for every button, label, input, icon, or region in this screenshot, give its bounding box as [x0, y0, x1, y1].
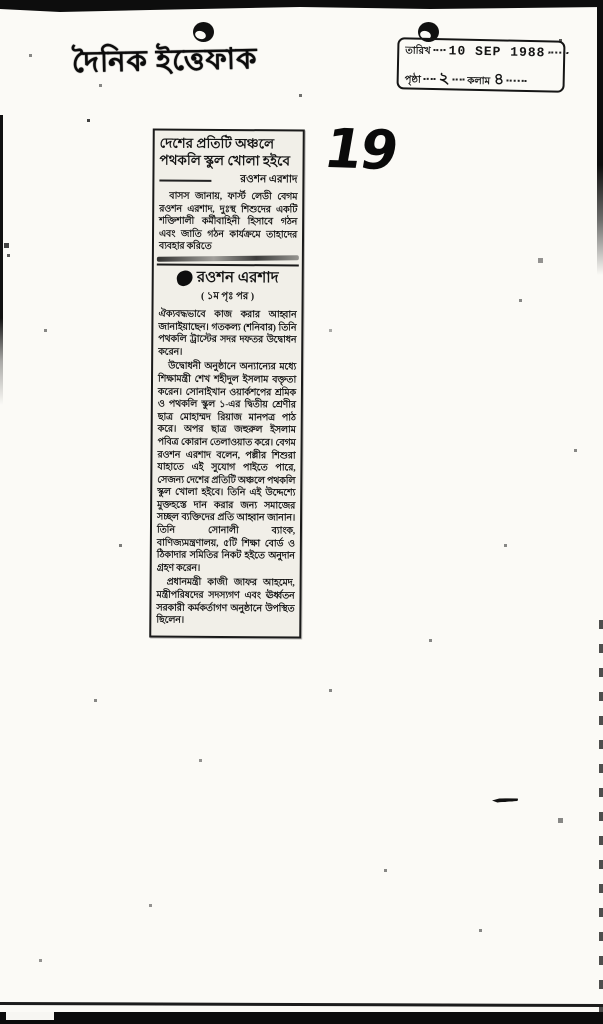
clipping-byline-row — [159, 172, 297, 190]
dotted-leader — [424, 78, 436, 80]
continuation-header — [157, 263, 299, 306]
clipping-headline: দেশের প্রতিটি অঞ্চলে পথকলি স্কুল খোলা হইবে — [159, 135, 291, 169]
ink-blob-mark — [176, 269, 195, 287]
scan-bottom-notch — [6, 1012, 54, 1020]
clipping-paragraph: ঐক্যবদ্ধভাবে কাজ করার আহ্বান জানাইয়াছেন। গতকল্য (শনিবার) তিনি পথকলি ট্রাস্টের সদর দফতর উদ্বোধন করেন। — [158, 309, 297, 358]
scan-right-edge-bottom — [599, 620, 603, 1015]
torn-edge-smear — [157, 255, 299, 261]
byline-rule — [159, 179, 211, 181]
dotted-leader — [548, 51, 568, 53]
stamp-date-row — [405, 42, 557, 67]
dotted-leader — [507, 80, 527, 82]
continued-from-note: ( ১ম পৃঃ পর ) — [201, 290, 255, 303]
scan-bottom-edge — [0, 1012, 603, 1024]
dotted-leader — [434, 49, 446, 51]
newspaper-masthead-title: দৈনিক ইত্তেফাক — [71, 43, 258, 79]
stamp-page-row — [405, 64, 557, 89]
clipping-paragraph: উদ্বোধনী অনুষ্ঠানে অন্যান্যের মধ্যে শিক্ষামন্ত্রী শেখ শহীদুল ইসলাম বক্তৃতা করেন। সোনাইখান ওয়ার্কশপের শ্রমিক ও পথকলি স্কুল ১-এর দ্বিতীয় শ্রেণীর ছাত্র মোহাম্মদ রিয়াজ মানপত্র পাঠ করে। অপর ছাত্র জহুরুল ইসলাম পবিত্র কোরান তেলাওয়াত করে। বেগম রওশন এরশাদ বলেন, পল্লীর শিশুরা যাহাতে এই সুযোগ পাইতে পারে, সেজন্য দেশের প্রতিটি অঞ্চলে পথকলি স্কুল খোলা হইবে। তিনি এই উদ্দেশ্যে মুক্তহস্তে দান করার জন্য সমাজের সচ্ছল ব্যক্তিদের প্রতি আহ্বান জানান। তিনি সোনালী ব্যাংক, বাণিজ্যমন্ত্রণালয়, ৫টি শিক্ষা বোর্ড ও ঠিকাদার সমিতির নিকট হইতে অনুদান গ্রহণ করেন। — [156, 361, 297, 574]
clipping-lead-paragraph: বাসস জানায়, ফার্স্ট লেডী বেগম রওশন এরশাদ, দুঃস্থ শিশুদের একটি শক্তিশালী কর্মীবাহিনী হিসাবে গঠন এবং জাতি গঠন কার্যক্রমে তাহাদের ব্যবহার করিতে — [158, 191, 298, 253]
newspaper-clipping — [149, 128, 305, 638]
stamp-column-label: কলাম — [467, 75, 491, 88]
continuation-title-row — [157, 268, 299, 288]
stamp-date-value: 10 SEP 1988 — [448, 43, 546, 61]
scan-right-edge-top — [597, 0, 603, 275]
scan-left-edge — [0, 115, 3, 405]
stamp-column-value: ৪ — [492, 70, 505, 89]
scan-bottom-line — [0, 1002, 603, 1007]
pen-dash-mark — [492, 797, 518, 803]
clipping-paragraph: প্রধানমন্ত্রী কাজী জাফর আহমেদ, মন্ত্রীপরিষদের সদস্যগণ এবং ঊর্ধ্বতন সরকারী কর্মকর্তাগণ অনুষ্ঠানে উপস্থিত ছিলেন। — [156, 578, 295, 626]
scan-noise-speckles — [0, 0, 1, 1]
archive-date-stamp — [396, 37, 565, 93]
stamp-page-value: ২ — [438, 69, 451, 88]
clipping-byline: রওশন এরশাদ — [240, 174, 298, 186]
dotted-leader — [452, 78, 464, 80]
continuation-title: রওশন এরশাদ — [196, 269, 279, 287]
stamp-page-label: পৃষ্ঠা — [404, 74, 421, 86]
scan-top-edge — [0, 0, 603, 13]
stamp-date-label: তারিখ — [405, 45, 431, 57]
handwritten-folio-number: 19 — [319, 116, 402, 183]
